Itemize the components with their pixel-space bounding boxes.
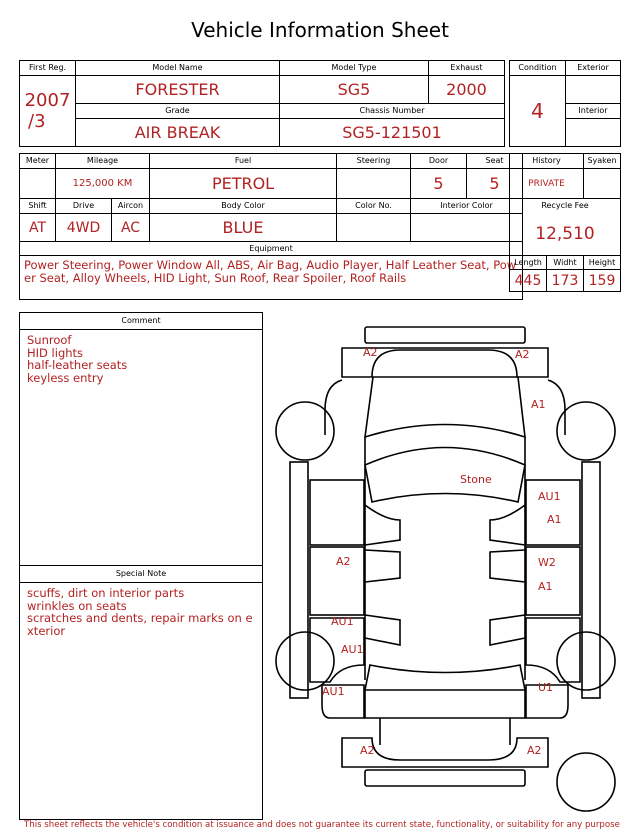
aircon-value: AC (112, 214, 150, 242)
front-roof-bar (365, 327, 525, 343)
damage-mark: A2 (515, 348, 530, 361)
mileage-label: Mileage (56, 154, 150, 169)
fuel-value: PETROL (150, 169, 337, 199)
disclaimer-footer: This sheet reflects the vehicle's condition at issuance and does not guarantee its current state, functionality, or suitability for any purpose (24, 820, 620, 830)
history-value: PRIVATE (510, 169, 584, 199)
first-reg-year: 2007 (24, 90, 71, 111)
special-note-line: scratches and dents, repair marks on e (27, 611, 253, 625)
syaken-label: Syaken (584, 154, 621, 169)
special-note-label: Special Note (20, 566, 262, 583)
length-label: Length (510, 256, 547, 270)
height-label: Height (584, 256, 621, 270)
door-value: 5 (411, 169, 467, 199)
left-rear-wheel (276, 632, 334, 690)
recycle-fee-value: 12,510 (510, 214, 621, 256)
meter-label: Meter (20, 154, 56, 169)
model-info-table (19, 60, 505, 147)
comment-text (20, 330, 262, 388)
comment-line: Sunroof (27, 333, 72, 347)
damage-mark: A2 (363, 346, 378, 359)
drive-value: 4WD (56, 214, 112, 242)
model-name-value: FORESTER (76, 76, 280, 104)
comment-label: Comment (20, 313, 262, 330)
history-table (509, 153, 621, 292)
first-reg-label: First Reg. (20, 61, 76, 76)
exhaust-value: 2000 (429, 76, 505, 104)
special-note-line: xterior (27, 623, 66, 638)
chassis-number-label: Chassis Number (280, 104, 505, 119)
color-no-label: Color No. (337, 199, 411, 214)
aircon-label: Aircon (112, 199, 150, 214)
interior-color-label: Interior Color (411, 199, 523, 214)
special-note-line: scuffs, dirt on interior parts (27, 586, 185, 600)
damage-mark: AU1 (538, 490, 561, 503)
width-label: Widht (547, 256, 584, 270)
damage-mark: AU1 (341, 643, 364, 656)
first-reg-month: /3 (28, 111, 46, 132)
special-note-box (19, 565, 263, 820)
steering-label: Steering (337, 154, 411, 169)
damage-mark: Stone (460, 473, 492, 486)
drive-label: Drive (56, 199, 112, 214)
model-type-value: SG5 (280, 76, 429, 104)
exterior-label: Exterior (566, 61, 621, 76)
car-damage-diagram (270, 320, 620, 820)
damage-mark: AU1 (322, 685, 345, 698)
width-value: 173 (547, 270, 584, 292)
body-color-value: BLUE (150, 214, 337, 242)
damage-mark: W2 (538, 556, 556, 569)
body-color-label: Body Color (150, 199, 337, 214)
comment-box (19, 312, 263, 566)
equipment-label: Equipment (20, 242, 523, 256)
condition-label: Condition (510, 61, 566, 76)
length-value: 445 (510, 270, 547, 292)
damage-mark: U1 (538, 681, 554, 694)
recycle-fee-label: Recycle Fee (510, 199, 621, 214)
damage-mark: A2 (360, 744, 375, 757)
seat-label: Seat (467, 154, 523, 169)
damage-mark: A1 (538, 580, 553, 593)
page-title: Vehicle Information Sheet (191, 18, 449, 42)
chassis-number-value: SG5-121501 (280, 119, 505, 147)
mileage-value: 125,000 KM (56, 169, 150, 199)
right-fender-front (548, 380, 565, 435)
right-rear-wheel (557, 632, 615, 690)
rear-roof-bar (365, 770, 525, 786)
exterior-value (566, 76, 621, 104)
history-label: History (510, 154, 584, 169)
condition-table (509, 60, 621, 147)
comment-line: HID lights (27, 345, 84, 360)
rear-window (365, 665, 525, 690)
right-side-sill (582, 462, 600, 698)
trunk (365, 690, 525, 718)
color-no-value (337, 214, 411, 242)
interior-label: Interior (566, 104, 621, 119)
exhaust-label: Exhaust (429, 61, 505, 76)
left-front-door (310, 480, 364, 545)
hood (365, 377, 525, 437)
special-note-text (20, 583, 262, 641)
spare-wheel (557, 753, 615, 811)
left-side-sill (290, 462, 308, 698)
model-name-label: Model Name (76, 61, 280, 76)
syaken-value (584, 169, 621, 199)
windshield (365, 448, 525, 503)
damage-mark: A2 (527, 744, 542, 757)
seat-value: 5 (467, 169, 523, 199)
shift-value: AT (20, 214, 56, 242)
steering-value (337, 169, 411, 199)
fuel-label: Fuel (150, 154, 337, 169)
door-label: Door (411, 154, 467, 169)
interior-value (566, 119, 621, 147)
model-type-label: Model Type (280, 61, 429, 76)
right-rear-quarter (526, 618, 580, 682)
damage-mark: A1 (547, 513, 562, 526)
equipment-value: Power Steering, Power Window All, ABS, Air Bag, Audio Player, Half Leather Seat, Power Seat, Alloy Wheels, HID Light, Sun Roof, Rear Spoiler, Roof Rails (20, 256, 523, 300)
comment-line: keyless entry (27, 370, 104, 385)
condition-value: 4 (510, 76, 566, 147)
grade-value: AIR BREAK (76, 119, 280, 147)
meter-value (20, 169, 56, 199)
first-reg-value (20, 76, 76, 147)
special-note-line: wrinkles on seats (27, 598, 127, 613)
comment-line: half-leather seats (27, 358, 128, 372)
height-value: 159 (584, 270, 621, 292)
interior-color-value (411, 214, 523, 242)
damage-mark: A1 (531, 398, 546, 411)
damage-mark: AU1 (331, 615, 354, 628)
spec-table (19, 153, 523, 300)
grade-label: Grade (76, 104, 280, 119)
shift-label: Shift (20, 199, 56, 214)
damage-mark: A2 (336, 555, 351, 568)
